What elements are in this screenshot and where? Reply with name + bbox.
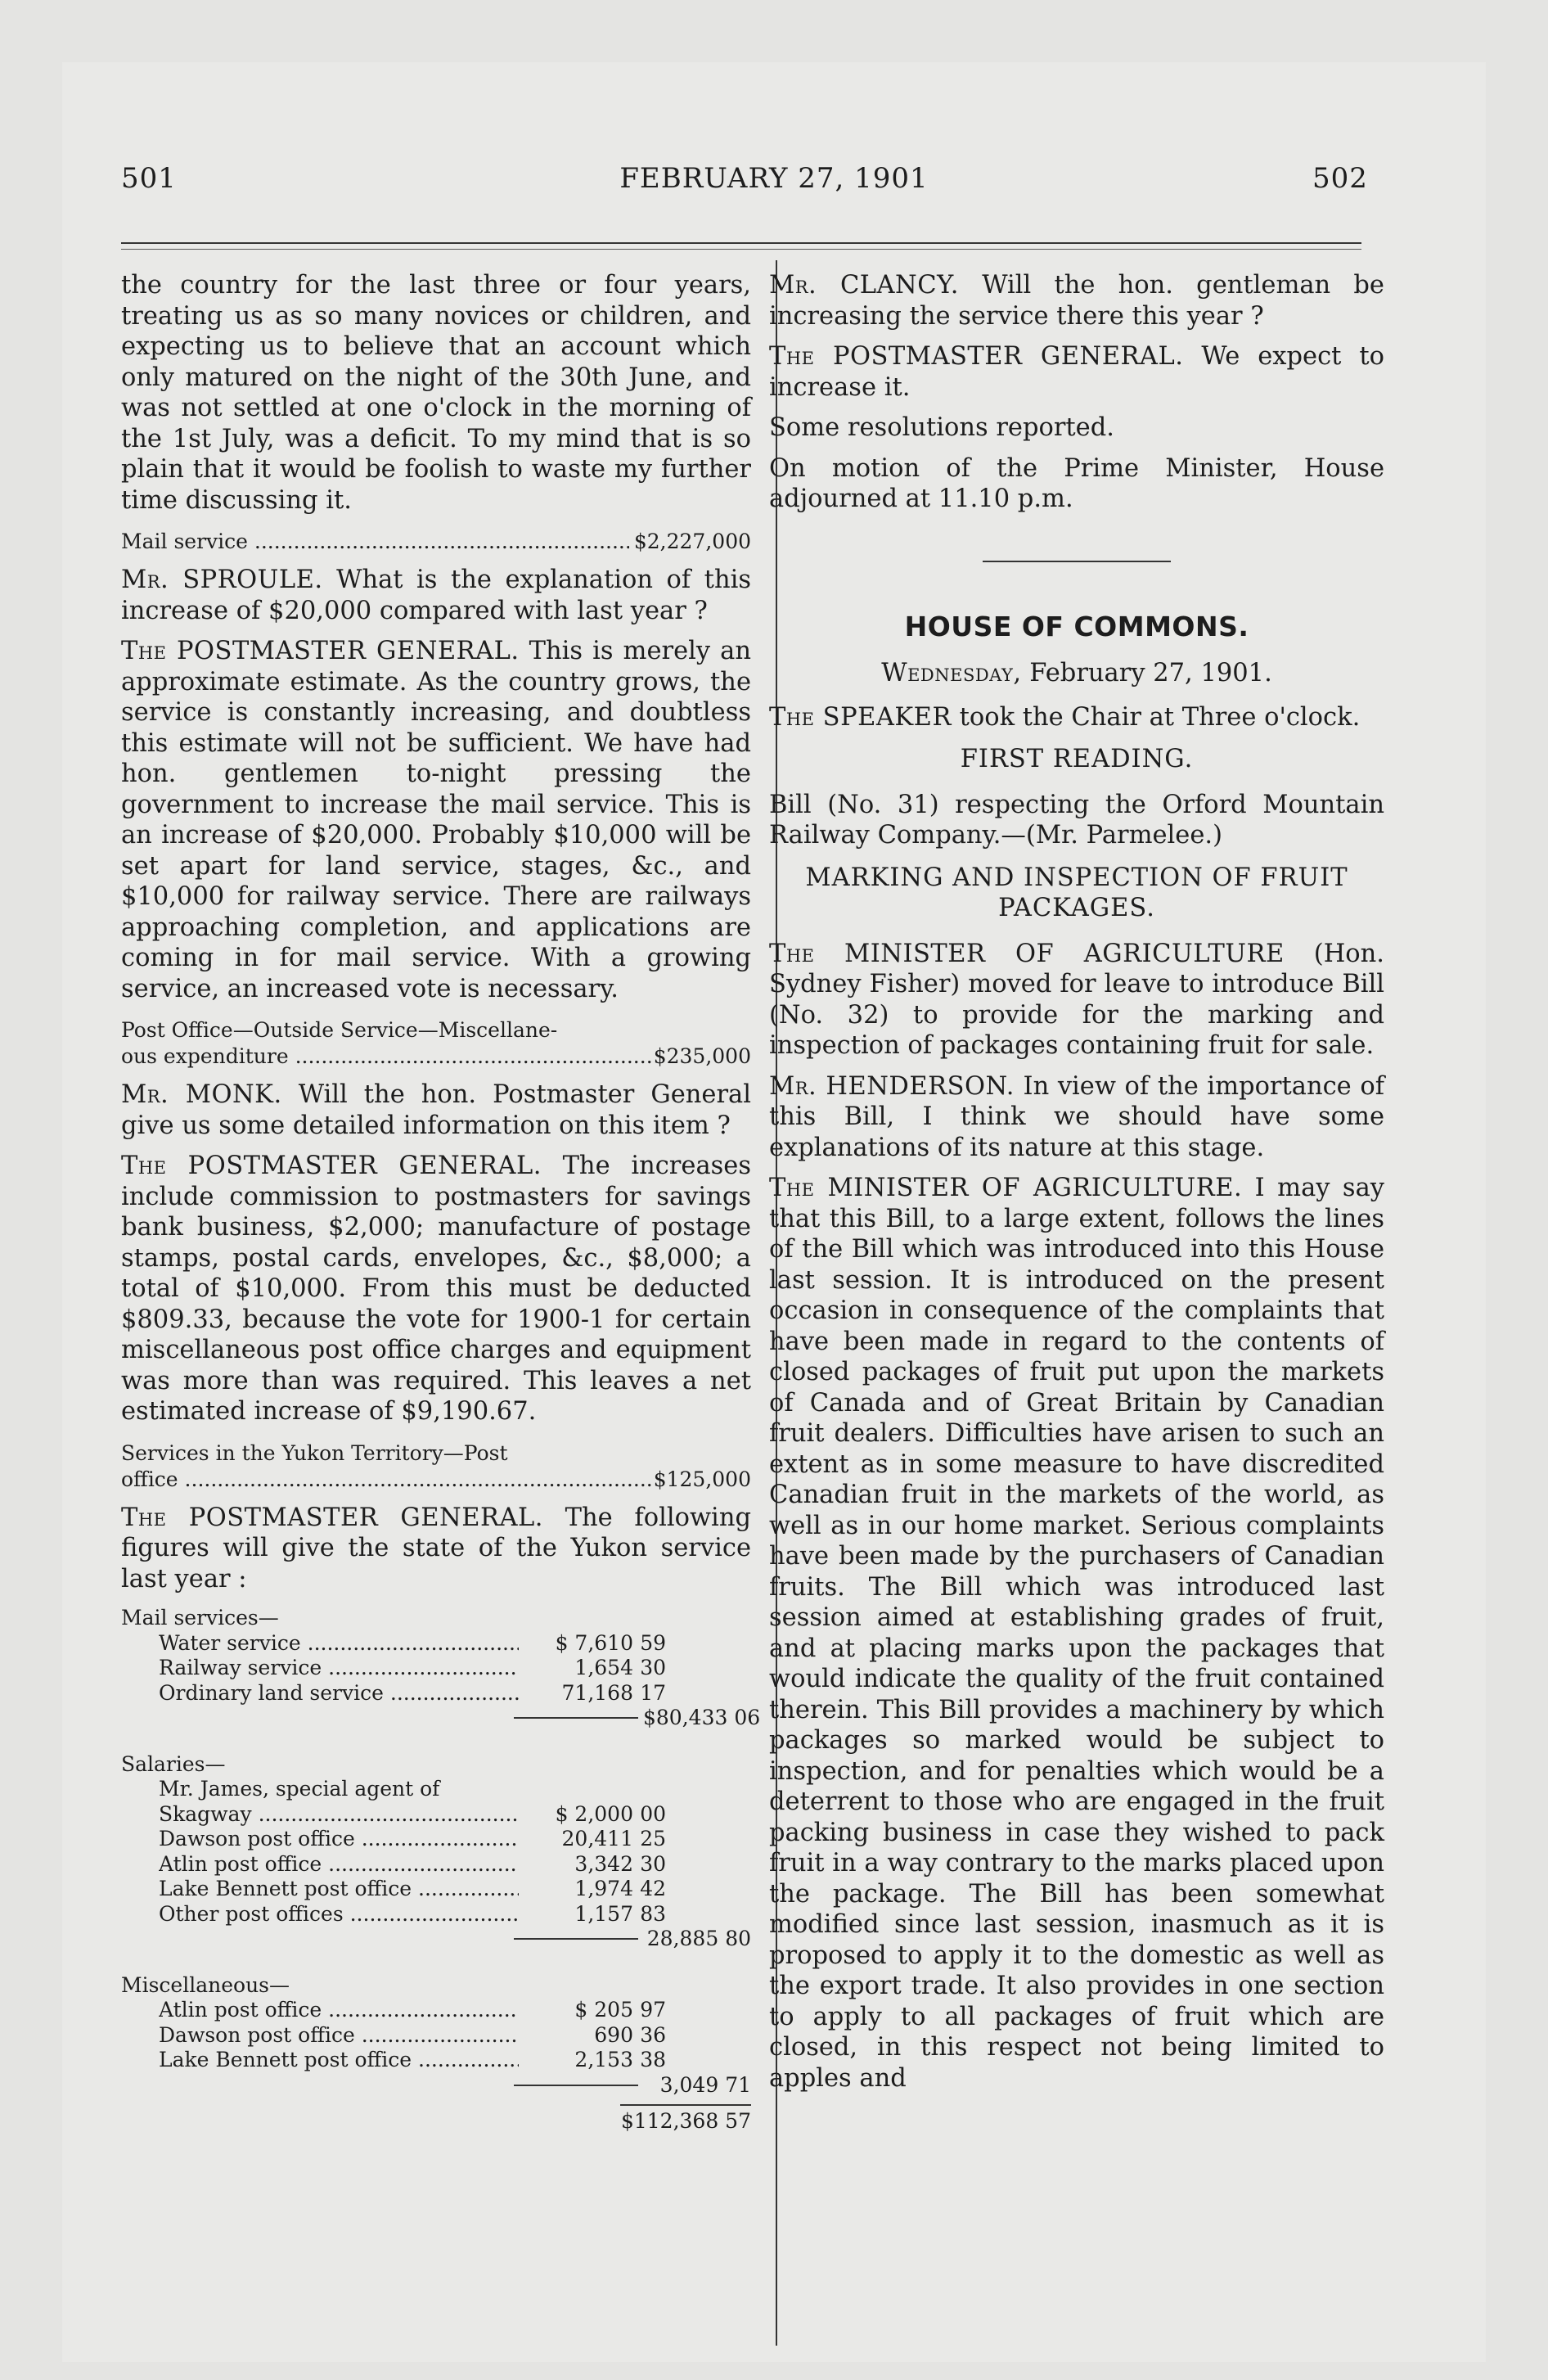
item-label-line: Post Office—Outside Service—Miscellane-	[121, 1018, 558, 1042]
paragraph: the country for the last three or four years, treating us as so many novices or children, and expecting us to believe that an account which only matured on the night of the 30th June, and was not settled at one o'clock in the morning of the 1st July, was a deficit. To my mind that is so plain that it would be foolish to waste my further time discussing it.	[121, 271, 751, 515]
weekday: Wednesday,	[881, 659, 1022, 687]
paragraph	[121, 565, 751, 626]
table-row	[121, 2048, 751, 2073]
table-row	[121, 1631, 751, 1657]
speaker: The MINISTER OF AGRICULTURE	[769, 939, 1285, 968]
right-column	[769, 270, 1384, 2103]
row-cents: 38	[640, 2048, 666, 2071]
group-total: 28,885 80	[646, 1927, 751, 1950]
speech: Will the hon. Postmaster General give us some detailed information on this item ?	[121, 1080, 751, 1140]
paragraph	[121, 1080, 751, 1141]
group-label: Salaries—	[121, 1751, 226, 1776]
paragraph: Bill (No. 31) respecting the Orford Mountain Railway Company.—(Mr. Parmelee.)	[769, 790, 1384, 850]
row-dollars: $ 7,610	[555, 1630, 633, 1655]
group-total: $80,433 06	[643, 1706, 761, 1729]
row-cents: 17	[640, 1680, 666, 1705]
speech: The following figures will give the state of the Yukon service last year :	[121, 1503, 751, 1593]
item-label: ous expenditure .....	[121, 1044, 654, 1070]
paragraph	[769, 1071, 1384, 1164]
speaker: The POSTMASTER GENERAL.	[121, 1152, 542, 1180]
speech: In view of the importance of this Bill, I think we should have some explanations of its nature at this stage.	[769, 1071, 1384, 1162]
item-amount: $235,000	[653, 1044, 751, 1068]
speech: We expect to increase it.	[769, 342, 1384, 402]
table-row	[121, 1852, 751, 1877]
row-dollars: 3,342	[574, 1851, 633, 1876]
table-row	[121, 2023, 751, 2049]
subheading: FIRST READING.	[960, 745, 1194, 773]
row-cents: 42	[640, 1877, 666, 1900]
row-label: Atlin post office .....	[159, 1998, 519, 2023]
sitting-date	[769, 658, 1384, 689]
item-label: office .....	[121, 1467, 654, 1493]
yukon-service-table	[121, 1606, 761, 2134]
row-dollars: 1,654	[574, 1656, 633, 1679]
speaker: Mr. SPROULE.	[121, 566, 323, 594]
table-group-mail	[121, 1606, 761, 1731]
row-label: Lake Bennett post office .....	[159, 1877, 519, 1902]
date-text: February 27, 1901.	[1029, 659, 1272, 687]
section-separator	[983, 561, 1171, 562]
grand-total: $112,368 57	[620, 2104, 751, 2134]
row-dollars: $ 2,000	[555, 1801, 633, 1826]
row-label: Dawson post office .....	[159, 1827, 519, 1852]
row-cents: 25	[640, 1827, 666, 1850]
row-cents: 59	[640, 1630, 666, 1655]
table-row	[121, 1681, 751, 1706]
estimate-item	[121, 529, 751, 555]
speaker: The POSTMASTER GENERAL.	[769, 342, 1184, 371]
row-label: Railway service .....	[159, 1656, 519, 1681]
page-date-header: FEBRUARY 27, 1901	[619, 162, 929, 195]
row-label: Lake Bennett post office .....	[159, 2048, 519, 2073]
page-number-left: 501	[121, 162, 177, 195]
header-rule	[121, 242, 1361, 244]
table-row	[121, 1998, 751, 2023]
estimate-item	[121, 1440, 751, 1493]
speaker: The SPEAKER	[769, 702, 952, 732]
speaker: The MINISTER OF AGRICULTURE.	[769, 1174, 1243, 1202]
paragraph	[121, 636, 751, 1004]
row-cents: 97	[640, 1998, 666, 2022]
row-label-line: Mr. James, special agent of	[159, 1777, 440, 1801]
row-dollars: $ 205	[574, 1998, 633, 2022]
item-amount: $2,227,000	[633, 530, 751, 553]
row-dollars: 2,153	[574, 2048, 633, 2071]
row-dollars: 690	[594, 2022, 633, 2047]
header-rule-thin	[121, 249, 1361, 250]
table-group-misc	[121, 1973, 751, 2098]
left-column	[121, 270, 761, 2139]
row-dollars: 71,168	[561, 1680, 633, 1705]
row-label: Atlin post office .....	[159, 1852, 519, 1877]
item-label: Mail service .....	[121, 529, 629, 555]
row-label: Ordinary land service .....	[159, 1681, 519, 1706]
speaker: Mr. MONK.	[121, 1080, 282, 1109]
table-row	[121, 1902, 751, 1927]
row-label: Dawson post office .....	[159, 2023, 519, 2049]
page-number-right: 502	[1312, 162, 1368, 195]
speaker: The POSTMASTER GENERAL.	[121, 1503, 543, 1532]
paragraph	[769, 270, 1384, 331]
speaker: Mr. HENDERSON.	[769, 1071, 1015, 1101]
speaker: Mr. CLANCY.	[769, 271, 959, 300]
paragraph	[769, 702, 1384, 733]
paragraph	[769, 341, 1384, 403]
paragraph: Some resolutions reported.	[769, 413, 1114, 442]
table-row	[121, 1827, 751, 1852]
item-amount: $125,000	[653, 1467, 751, 1491]
estimate-item	[121, 1017, 751, 1070]
row-label: Skagway .....	[159, 1802, 519, 1828]
speaker: The POSTMASTER GENERAL.	[121, 637, 520, 665]
row-label: Other post offices .....	[159, 1902, 519, 1927]
speech: What is the explanation of this increase of $20,000 compared with last year ?	[121, 566, 751, 625]
group-total: 3,049 71	[659, 2072, 751, 2097]
row-cents: 83	[640, 1901, 666, 1926]
speech: This is merely an approximate estimate. As the country grows, the service is constantly increasing, and doubtless this estimate will not be sufficient. We have had hon. gentlemen to-night pressing the government to increase the mail service. This is an increase of $20,000. Probably $10,000 will be set apart for land service, stages, &c., and $10,000 for railway service. There are railways approaching completion, and applications are coming in for mail service. With a growing service, an increased vote is necessary.	[121, 637, 751, 1003]
speech: Will the hon. gentleman be increasing the service there this year ?	[769, 271, 1384, 331]
paragraph	[121, 1151, 751, 1427]
row-cents: 36	[640, 2022, 666, 2047]
paragraph	[769, 1173, 1384, 2094]
row-dollars: 1,974	[574, 1877, 633, 1900]
table-row	[121, 1877, 751, 1902]
group-label: Miscellaneous—	[121, 1972, 290, 1997]
section-heading: HOUSE OF COMMONS.	[904, 610, 1249, 642]
group-label: Mail services—	[121, 1606, 279, 1629]
table-group-salaries	[121, 1752, 751, 1952]
table-row	[121, 1656, 751, 1681]
row-cents: 30	[640, 1656, 666, 1679]
row-cents: 00	[640, 1801, 666, 1826]
speech: (Hon. Sydney Fisher) moved for leave to introduce Bill (No. 32) to provide for the marking and inspection of packages containing fruit for sale.	[769, 939, 1384, 1060]
paragraph	[121, 1503, 751, 1595]
row-dollars: 1,157	[574, 1901, 633, 1926]
item-label-line: Services in the Yukon Territory—Post	[121, 1440, 508, 1465]
row-dollars: 20,411	[561, 1827, 633, 1850]
paragraph: On motion of the Prime Minister, House adjourned at 11.10 p.m.	[769, 453, 1384, 513]
speech: took the Chair at Three o'clock.	[959, 702, 1361, 732]
row-label: Water service .....	[159, 1631, 519, 1657]
table-row	[121, 1802, 751, 1828]
speech: I may say that this Bill, to a large extent, follows the lines of the Bill which was introduced into this House last session. It is introduced on the present occasion in consequence of the complaints that have been made in regard to the contents of closed packages of fruit put upon the markets of Canada and of Great Britain by Canadian fruit dealers. Difficulties have arisen to such an extent as in some measure to have discredited Canadian fruit in the markets of the world, as well as in our home market. Serious complaints have been made by the purchasers of Canadian fruits. The Bill which was introduced last session aimed at establishing grades of fruit, and at placing marks upon the packages that would indicate the quality of the fruit contained therein. This Bill provides a machinery by which packages so marked would be subject to inspection, and for penalties which would be a deterrent to those who are engaged in the fruit packing business in case they wished to pack fruit in a way contrary to the marks placed upon the package. The Bill has been somewhat modified since last session, inasmuch as it is proposed to apply it to the domestic as well as the export trade. It also provides in one section to apply to all packages of fruit which are closed, in this respect not being limited to apples and	[769, 1174, 1384, 2093]
subheading: MARKING AND INSPECTION OF FRUIT PACKAGES.	[805, 863, 1348, 922]
speech: The increases include commission to postmasters for savings bank business, $2,000; manufacture of postage stamps, postal cards, envelopes, &c., $8,000; a total of $10,000. From this must be deducted $809.33, because the vote for 1900-1 for certain miscellaneous post office charges and equipment was more than was required. This leaves a net estimated increase of $9,190.67.	[121, 1152, 751, 1426]
row-cents: 30	[640, 1851, 666, 1876]
paragraph	[769, 939, 1384, 1062]
